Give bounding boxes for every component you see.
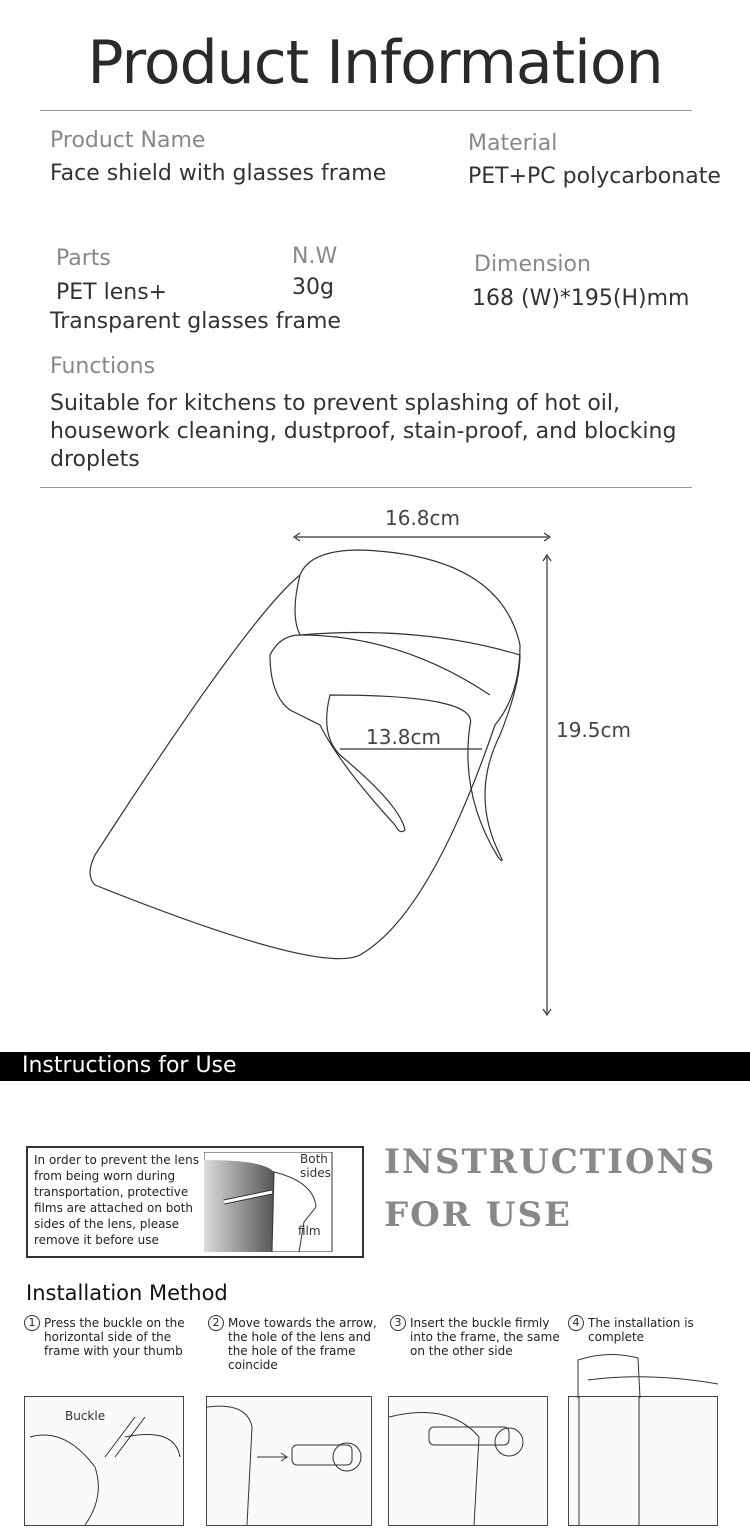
step-number: 1 (24, 1315, 40, 1331)
face-shield-diagram (0, 495, 750, 1025)
step-number: 4 (568, 1315, 584, 1331)
height-dimension-label: 19.5cm (556, 718, 632, 742)
step-number: 3 (390, 1315, 406, 1331)
material: PET+PC polycarbonate (468, 164, 721, 189)
nw-value: 30g (292, 275, 334, 300)
note-text: In order to prevent the lens from being worn during transportation, protective films are attached on both sides of the lens, please remove it before use (34, 1153, 199, 1247)
complete-shield-top (568, 1350, 728, 1400)
protective-film-note (26, 1146, 364, 1258)
product-name: Face shield with glasses frame (50, 161, 387, 186)
dimension: 168 (W)*195(H)mm (472, 286, 690, 311)
material-label: Material (468, 131, 558, 156)
parts-line2: Transparent glasses frame (50, 309, 341, 334)
both-sides-label: Both sides (300, 1152, 331, 1180)
divider (40, 110, 692, 111)
step-text: The installation is complete (588, 1316, 694, 1344)
film-label: film (298, 1224, 321, 1238)
functions-text: Suitable for kitchens to prevent splashing of hot oil, housework cleaning, dustproof, stain-proof, and blocking droplets (50, 391, 677, 472)
parts-label: Parts (56, 246, 111, 271)
step-text: Press the buckle on the horizontal side of the frame with your thumb (44, 1316, 185, 1358)
inner-width-dimension-label: 13.8cm (366, 725, 442, 749)
step-4-image (568, 1396, 718, 1526)
nw-label: N.W (292, 244, 338, 269)
parts-line1: PET lens+ (56, 280, 168, 305)
instructions-bar-title: Instructions for Use (22, 1053, 237, 1078)
step-text: Insert the buckle firmly into the frame, the same on the other side (410, 1316, 560, 1358)
big-title-line1: INSTRUCTIONS (384, 1142, 717, 1182)
step-1-image (24, 1396, 184, 1526)
step-number: 2 (208, 1315, 224, 1331)
big-title-line2: FOR USE (384, 1195, 572, 1235)
buckle-label: Buckle (65, 1409, 106, 1423)
divider (40, 487, 692, 488)
product-name-label: Product Name (50, 128, 206, 153)
step-2-image (206, 1396, 372, 1526)
functions-label: Functions (50, 354, 156, 379)
installation-method-title: Installation Method (26, 1281, 228, 1305)
dimension-label: Dimension (474, 252, 591, 277)
instructions-bar (0, 1052, 750, 1081)
step-3-image (388, 1396, 548, 1526)
page-title: Product Information (87, 28, 663, 98)
width-dimension-label: 16.8cm (385, 506, 461, 530)
step-text: Move towards the arrow, the hole of the lens and the hole of the frame coincide (228, 1316, 377, 1372)
